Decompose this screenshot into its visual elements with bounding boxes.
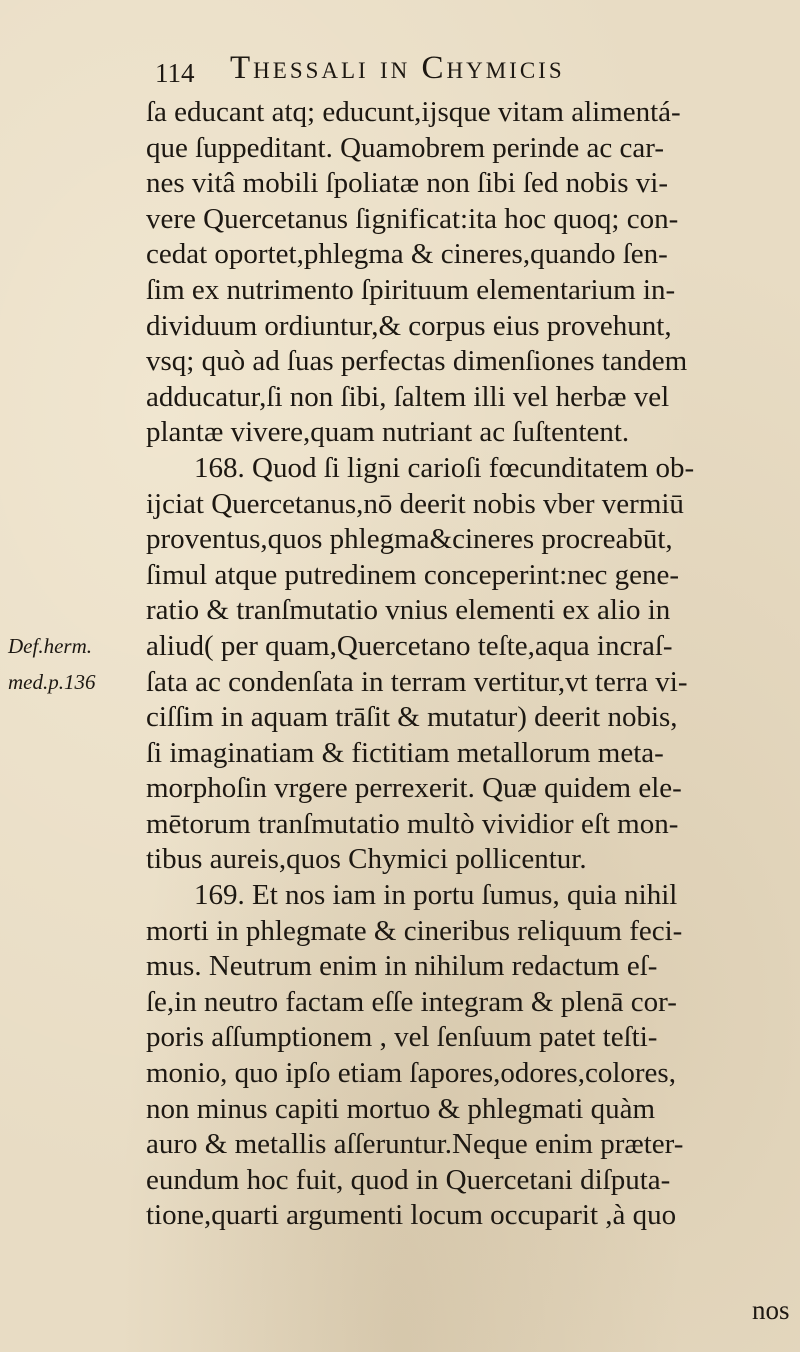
page-number: 114 — [155, 58, 195, 88]
text-line: vsq; quò ad ſuas perfectas dimenſiones tandem — [146, 345, 688, 378]
text-line: mētorum tranſmutatio multò vividior eſt mon- — [146, 807, 679, 840]
text-line: dividuum ordiuntur,& corpus eius provehunt, — [146, 309, 672, 342]
text-line: ijciat Quercetanus,nō deerit nobis vber vermiū — [146, 487, 684, 520]
text-line: eundum hoc fuit, quod in Quercetani diſputa- — [146, 1163, 671, 1196]
text-line: ſata ac condenſata in terram vertitur,vt terra vi- — [146, 665, 688, 698]
text-line: ſa educant atq; educunt,ijsque vitam alimentá- — [146, 96, 681, 128]
text-line: monio, quo ipſo etiam ſapores,odores,colores, — [146, 1057, 676, 1090]
text-line: non minus capiti mortuo & phlegmati quàm — [146, 1092, 656, 1125]
page-header — [155, 50, 795, 94]
running-title: Thessali in Chymicis — [230, 50, 565, 86]
text-line: ciſſim in aquam trāſit & mutatur) deerit nobis, — [146, 701, 678, 734]
body-text — [146, 95, 794, 1234]
text-line: mus. Neutrum enim in nihilum redactum eſ- — [146, 950, 658, 983]
text-line: vere Quercetanus ſignificat:ita hoc quoq; con- — [146, 202, 679, 235]
text-line: nes vitâ mobili ſpoliatæ non ſibi ſed nobis vi- — [146, 167, 668, 200]
text-line: ratio & tranſmutatio vnius elementi ex alio in — [146, 594, 671, 627]
text-line: morti in phlegmate & cineribus reliquum feci- — [146, 914, 683, 947]
text-line: ſe,in neutro factam eſſe integram & plenā cor- — [146, 985, 677, 1018]
margin-note-line: med.p.136 — [8, 669, 96, 694]
catchword: nos — [752, 1295, 790, 1325]
text-line: tibus aureis,quos Chymici pollicentur. — [146, 843, 587, 876]
paragraph-168-start: 168. Quod ſi ligni carioſi fœcunditatem ob- — [194, 451, 695, 484]
paragraph-169-start: 169. Et nos iam in portu ſumus, quia nihil — [194, 879, 678, 912]
text-line: auro & metallis aſſeruntur.Neque enim præter- — [146, 1128, 684, 1161]
text-line: morphoſin vrgere perrexerit. Quæ quidem ele- — [146, 772, 682, 805]
text-line: que ſuppeditant. Quamobrem perinde ac car- — [146, 131, 664, 164]
text-line: tione,quarti argumenti locum occuparit ,à quo — [146, 1199, 677, 1232]
text-line: plantæ vivere,quam nutriant ac ſuſtentent. — [146, 416, 630, 449]
text-line: adducatur,ſi non ſibi, ſaltem illi vel herbæ vel — [146, 380, 670, 413]
text-line: ſimul atque putredinem conceperint:nec gene- — [146, 558, 680, 591]
text-line: aliud( per quam,Quercetano teſte,aqua incraſ- — [146, 629, 673, 662]
margin-note-line: Def.herm. — [8, 634, 92, 658]
text-line: poris aſſumptionem , vel ſenſuum patet teſti- — [146, 1021, 658, 1054]
margin-note — [8, 629, 148, 700]
text-line: cedat oportet,phlegma & cineres,quando ſen- — [146, 238, 668, 271]
text-line: proventus,quos phlegma&cineres procreabūt, — [146, 523, 673, 556]
text-line: ſim ex nutrimento ſpirituum elementarium in- — [146, 273, 676, 306]
text-line: ſi imaginatiam & fictitiam metallorum meta- — [146, 736, 664, 769]
